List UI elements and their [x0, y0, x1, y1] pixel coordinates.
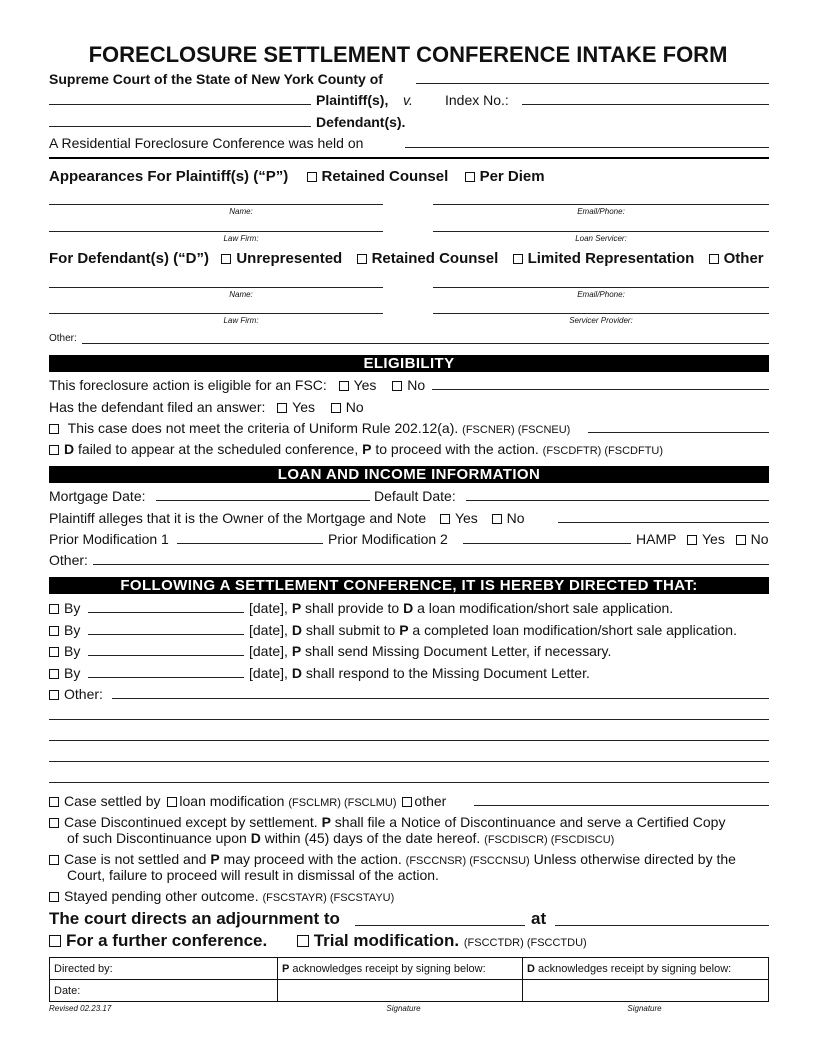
directed-other-line-4[interactable]	[49, 761, 769, 762]
stayed-codes: (FSCSTAYR) (FSCSTAYU)	[262, 892, 395, 904]
stayed-checkbox[interactable]	[49, 892, 59, 902]
d-failed-row	[49, 441, 663, 459]
hamp-no-label: No	[750, 531, 769, 547]
def-retained-counsel-checkbox[interactable]	[357, 254, 367, 264]
loan-servicer-field[interactable]	[433, 231, 769, 232]
case-settled-label: Case settled by	[64, 793, 161, 809]
hamp-label: HAMP	[636, 531, 677, 547]
trial-codes: (FSCCTDR) (FSCCTDU)	[463, 937, 587, 949]
loan-other-field[interactable]	[93, 564, 769, 565]
directed-other-checkbox[interactable]	[49, 690, 59, 700]
item-3-a: P	[291, 643, 302, 659]
date-label: [date],	[249, 622, 288, 638]
discontinued-text-4: within (45) days of the date hereof.	[260, 830, 481, 846]
unrepresented-checkbox[interactable]	[221, 254, 231, 264]
eligible-no-checkbox[interactable]	[392, 381, 402, 391]
defendants-label: Defendant(s).	[316, 114, 406, 130]
d-failed-text-1: failed to appear at the scheduled conference,	[74, 441, 363, 457]
not-settled-row-2: Court, failure to proceed will result in dismissal of the action.	[67, 867, 439, 883]
eligible-yes-checkbox[interactable]	[339, 381, 349, 391]
discontinued-p: P	[321, 814, 331, 830]
trial-modification-label: Trial modification.	[313, 931, 460, 950]
owner-yes-checkbox[interactable]	[440, 514, 450, 524]
directed-other-label: Other:	[64, 686, 103, 702]
defendant-name-field[interactable]	[49, 126, 311, 127]
directed-item-2-text	[249, 622, 737, 638]
mortgage-date-label: Mortgage Date:	[49, 488, 146, 504]
def-name-caption: Name:	[229, 290, 253, 299]
hamp-row	[636, 531, 769, 547]
d-failed-codes: (FSCDFTR) (FSCDFTU)	[542, 445, 664, 457]
defendant-email-field[interactable]	[433, 287, 769, 288]
settled-other-label: other	[414, 793, 447, 809]
p-ack-cell	[278, 958, 523, 980]
directed-item-1	[49, 600, 80, 616]
prior-mod-1-label: Prior Modification 1	[49, 531, 169, 547]
d-ack-label: acknowledges receipt by signing below:	[534, 962, 732, 975]
eligible-no-label: No	[407, 377, 426, 393]
adjournment-options	[49, 931, 587, 953]
not-settled-checkbox[interactable]	[49, 855, 59, 865]
item-1-rest: a loan modification/short sale application.	[413, 600, 674, 616]
discontinued-text-3: of such Discontinuance upon	[67, 830, 251, 846]
conference-date-field[interactable]	[405, 147, 769, 148]
def-email-phone-caption: Email/Phone:	[577, 290, 625, 299]
item-2-b: P	[399, 622, 409, 638]
directed-item-4	[49, 665, 80, 681]
signature-table	[49, 957, 769, 1002]
d-failed-p: P	[362, 441, 372, 457]
directed-other-line-5[interactable]	[49, 782, 769, 783]
discontinued-text-1: Case Discontinued except by settlement.	[64, 814, 322, 830]
not-settled-text-1: Case is not settled and	[64, 851, 211, 867]
directed-item-2	[49, 622, 80, 638]
not-settled-codes: (FSCCNSR) (FSCCNSU)	[405, 855, 530, 867]
directed-item-1-date-field[interactable]	[88, 612, 244, 613]
plaintiff-counsel-name-field[interactable]	[49, 204, 383, 205]
discontinued-codes: (FSCDISCR) (FSCDISCU)	[484, 834, 615, 846]
hamp-yes-checkbox[interactable]	[687, 535, 697, 545]
p-signature-cell[interactable]	[278, 980, 523, 1002]
default-date-label: Default Date:	[374, 488, 456, 504]
trial-modification-checkbox[interactable]	[297, 935, 309, 947]
default-date-field[interactable]	[466, 500, 769, 501]
item-1-a: P	[291, 600, 302, 616]
directed-item-3-date-field[interactable]	[88, 655, 244, 656]
settled-other-field[interactable]	[474, 805, 769, 806]
section-divider	[49, 157, 769, 159]
appearances-other-label: Other:	[49, 333, 77, 344]
revised-date: Revised 02.23.17	[49, 1004, 112, 1013]
stayed-row	[49, 888, 394, 906]
eligibility-header: ELIGIBILITY	[49, 355, 769, 372]
discontinued-text-2: shall file a Notice of Discontinuance and serve a Certified Copy	[330, 814, 726, 830]
def-law-firm-caption: Law Firm:	[223, 316, 259, 325]
unrepresented-label: Unrepresented	[236, 250, 343, 267]
further-conference-checkbox[interactable]	[49, 935, 61, 947]
limited-representation-checkbox[interactable]	[513, 254, 523, 264]
directed-other	[49, 686, 103, 702]
appearances-other-field[interactable]	[82, 343, 769, 344]
not-settled-p: P	[210, 851, 220, 867]
item-3-mid: shall send Missing Document Letter, if necessary.	[301, 643, 612, 659]
law-firm-caption: Law Firm:	[223, 234, 259, 243]
directed-item-2-date-field[interactable]	[88, 634, 244, 635]
item-1-b: D	[403, 600, 414, 616]
by-label: By	[64, 665, 81, 681]
loan-income-header: LOAN AND INCOME INFORMATION	[49, 466, 769, 483]
hamp-no-checkbox[interactable]	[736, 535, 746, 545]
email-phone-caption: Email/Phone:	[577, 207, 625, 216]
directed-item-4-date-field[interactable]	[88, 677, 244, 678]
directed-other-line-2[interactable]	[49, 719, 769, 720]
conference-held-label: A Residential Foreclosure Conference was held on	[49, 135, 364, 151]
uniform-rule-codes: (FSCNER) (FSCNEU)	[462, 424, 571, 436]
directed-header: FOLLOWING A SETTLEMENT CONFERENCE, IT IS HEREBY DIRECTED THAT:	[49, 577, 769, 594]
directed-item-3-text	[249, 643, 611, 659]
def-other-label: Other	[723, 250, 764, 267]
stayed-label: Stayed pending other outcome.	[64, 888, 259, 904]
owner-row	[49, 510, 525, 526]
form-title: FORECLOSURE SETTLEMENT CONFERENCE INTAKE FORM	[88, 42, 728, 67]
prior-mod-2-field[interactable]	[463, 543, 631, 544]
retained-counsel-checkbox[interactable]	[307, 172, 317, 182]
def-retained-counsel-label: Retained Counsel	[371, 250, 499, 267]
item-2-rest: a completed loan modification/short sale application.	[408, 622, 737, 638]
directed-item-4-text	[249, 665, 590, 681]
item-2-a: D	[291, 622, 302, 638]
uniform-rule-text: This case does not meet the criteria of Uniform Rule 202.12(a).	[67, 420, 459, 436]
case-discontinued-checkbox[interactable]	[49, 818, 59, 828]
defendant-appearances	[49, 251, 764, 267]
eligible-row	[49, 377, 425, 393]
p-ack-p: P	[282, 962, 290, 975]
d-ack-d: D	[527, 962, 535, 975]
owner-no-checkbox[interactable]	[492, 514, 502, 524]
mortgage-date-field[interactable]	[156, 500, 370, 501]
per-diem-label: Per Diem	[479, 168, 545, 185]
date-label: [date],	[249, 665, 288, 681]
d-signature-caption: Signature	[627, 1004, 662, 1013]
directed-item-3-checkbox[interactable]	[49, 647, 59, 657]
loan-other-label: Other:	[49, 552, 88, 568]
owner-notes-field[interactable]	[558, 522, 769, 523]
adjournment-at-label: at	[531, 909, 547, 928]
case-discontinued-row-2	[67, 830, 614, 848]
case-settled-checkbox[interactable]	[49, 797, 59, 807]
loan-mod-label: loan modification	[179, 793, 285, 809]
discontinued-d: D	[250, 830, 261, 846]
further-conference-label: For a further conference.	[66, 931, 268, 950]
directed-other-field[interactable]	[112, 698, 769, 699]
county-field[interactable]	[416, 83, 769, 84]
uniform-rule-field[interactable]	[588, 432, 769, 433]
directed-other-line-3[interactable]	[49, 740, 769, 741]
answer-question: Has the defendant filed an answer:	[49, 399, 266, 415]
by-label: By	[64, 600, 81, 616]
date-label: [date],	[249, 600, 288, 616]
name-caption: Name:	[229, 207, 253, 216]
by-label: By	[64, 643, 81, 659]
index-no-label: Index No.:	[445, 92, 509, 108]
item-4-a: D	[291, 665, 302, 681]
eligible-question: This foreclosure action is eligible for an FSC:	[49, 377, 327, 393]
d-failed-checkbox[interactable]	[49, 445, 59, 455]
adjournment-date-field[interactable]	[355, 925, 525, 926]
owner-no-label: No	[506, 510, 525, 526]
loan-servicer-caption: Loan Servicer:	[575, 234, 627, 243]
hamp-yes-label: Yes	[701, 531, 725, 547]
answer-yes-label: Yes	[292, 399, 315, 415]
prior-mod-1-field[interactable]	[177, 543, 323, 544]
plaintiffs-label: Plaintiff(s),	[316, 92, 389, 108]
prior-mod-2-label: Prior Modification 2	[328, 531, 448, 547]
date-label: [date],	[249, 643, 288, 659]
item-2-mid: shall submit to	[301, 622, 400, 638]
owner-yes-label: Yes	[454, 510, 478, 526]
case-discontinued-row	[49, 814, 725, 830]
d-signature-cell[interactable]	[523, 980, 769, 1002]
p-ack-label: acknowledges receipt by signing below:	[289, 962, 486, 975]
directed-item-4-checkbox[interactable]	[49, 669, 59, 679]
case-settled-row	[49, 793, 446, 811]
not-settled-text-3: Unless otherwise directed by the	[529, 851, 736, 867]
uniform-rule-checkbox[interactable]	[49, 424, 59, 434]
def-other-checkbox[interactable]	[709, 254, 719, 264]
by-label: By	[64, 622, 81, 638]
court-line-label: Supreme Court of the State of New York County of	[49, 71, 383, 87]
item-1-mid: shall provide to	[301, 600, 404, 616]
plaintiff-name-field[interactable]	[49, 104, 311, 105]
date-cell[interactable]	[50, 980, 278, 1002]
plaintiff-email-field[interactable]	[433, 204, 769, 205]
defendant-law-firm-field[interactable]	[49, 313, 383, 314]
eligible-yes-label: Yes	[353, 377, 377, 393]
answer-row	[49, 399, 364, 415]
directed-by-label: Directed by:	[54, 962, 113, 975]
d-ack-cell	[523, 958, 769, 980]
plaintiff-appearances	[49, 169, 545, 185]
plaintiff-appearances-label: Appearances For Plaintiff(s) (“P”)	[49, 168, 289, 185]
settled-other-checkbox[interactable]	[402, 797, 412, 807]
answer-no-label: No	[345, 399, 364, 415]
versus-label: v.	[403, 92, 413, 108]
directed-item-3	[49, 643, 80, 659]
retained-counsel-label: Retained Counsel	[321, 168, 449, 185]
loan-mod-codes: (FSCLMR) (FSCLMU)	[288, 797, 397, 809]
directed-item-1-text	[249, 600, 673, 616]
answer-no-checkbox[interactable]	[331, 403, 341, 413]
directed-item-2-checkbox[interactable]	[49, 626, 59, 636]
eligible-notes-field[interactable]	[432, 389, 769, 390]
item-4-mid: shall respond to the Missing Document Letter.	[301, 665, 590, 681]
directed-by-cell[interactable]	[50, 958, 278, 980]
d-failed-text-2: to proceed with the action.	[371, 441, 539, 457]
adjournment-label: The court directs an adjournment to	[49, 909, 340, 928]
index-no-field[interactable]	[522, 104, 769, 105]
d-failed-d: D	[64, 441, 75, 457]
defendant-name-field[interactable]	[49, 287, 383, 288]
defendant-appearances-label: For Defendant(s) (“D”)	[49, 250, 209, 267]
uniform-rule-row	[49, 420, 570, 438]
limited-representation-label: Limited Representation	[527, 250, 695, 267]
owner-question: Plaintiff alleges that it is the Owner of the Mortgage and Note	[49, 510, 427, 526]
not-settled-text-2: may proceed with the action.	[219, 851, 402, 867]
p-signature-caption: Signature	[386, 1004, 421, 1013]
per-diem-checkbox[interactable]	[465, 172, 475, 182]
servicer-provider-caption: Servicer Provider:	[569, 316, 633, 325]
answer-yes-checkbox[interactable]	[277, 403, 287, 413]
servicer-provider-field[interactable]	[433, 313, 769, 314]
plaintiff-law-firm-field[interactable]	[49, 231, 383, 232]
loan-mod-checkbox[interactable]	[167, 797, 177, 807]
adjournment-time-field[interactable]	[555, 925, 769, 926]
date-cell-label: Date:	[54, 984, 81, 997]
directed-item-1-checkbox[interactable]	[49, 604, 59, 614]
